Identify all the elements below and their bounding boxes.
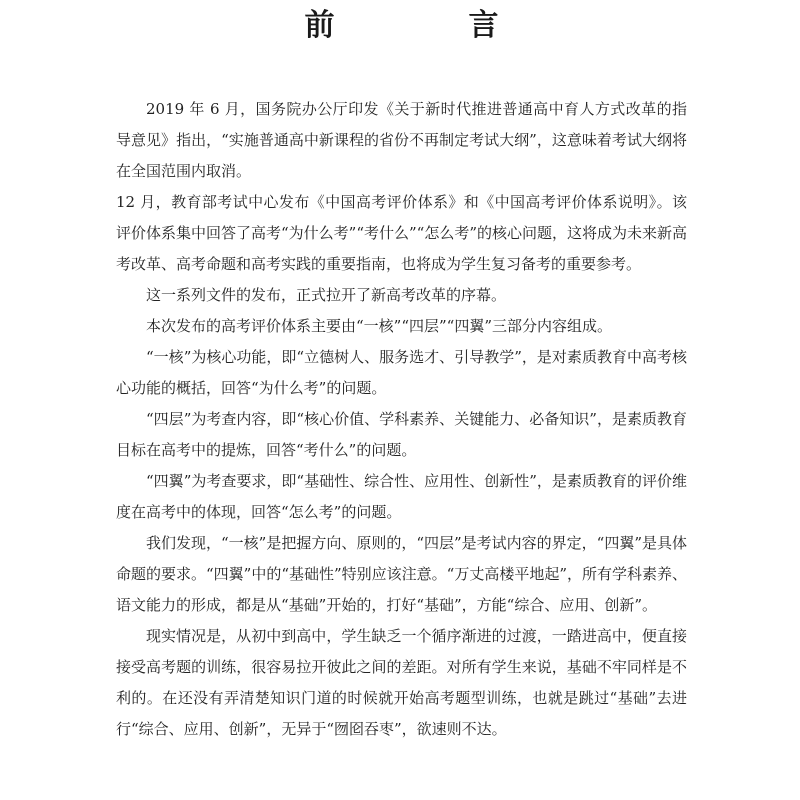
paragraph-2: 12 月，教育部考试中心发布《中国高考评价体系》和《中国高考评价体系说明》。该评价体系集中回答了高考“为什么考”“考什么”“怎么考”的核心问题，这将成为未来新高考改革、高考命题和高考实践的重要指南，也将成为学生复习备考的重要参考。 (116, 193, 688, 273)
body-text (116, 94, 687, 745)
paragraph-6: “四层”为考查内容，即“核心价值、学科素养、关键能力、必备知识”，是素质教育目标在高考中的提炼，回答“考什么”的问题。 (116, 410, 687, 459)
paragraph-3: 这一系列文件的发布，正式拉开了新高考改革的序幕。 (146, 286, 507, 304)
paragraph-4: 本次发布的高考评价体系主要由“一核”“四层”“四翼”三部分内容组成。 (146, 317, 613, 335)
paragraph-8: 我们发现，“一核”是把握方向、原则的，“四层”是考试内容的界定，“四翼”是具体命题的要求。“四翼”中的“基础性”特别应该注意。“万丈高楼平地起”，所有学科素养、语文能力的形成，都是从“基础”开始的，打好“基础”，方能“综合、应用、创新”。 (116, 534, 688, 614)
paragraph-7: “四翼”为考查要求，即“基础性、综合性、应用性、创新性”，是素质教育的评价维度在高考中的体现，回答“怎么考”的问题。 (116, 472, 687, 521)
paragraph-5: “一核”为核心功能，即“立德树人、服务选才、引导教学”，是对素质教育中高考核心功能的概括，回答“为什么考”的问题。 (116, 348, 687, 397)
page-title: 前 言 (304, 8, 551, 43)
paragraph-9: 现实情况是，从初中到高中，学生缺乏一个循序渐进的过渡，一踏进高中，便直接接受高考题的训练，很容易拉开彼此之间的差距。对所有学生来说，基础不牢同样是不利的。在还没有弄清楚知识门道的时候就开始高考题型训练，也就是跳过“基础”去进行“综合、应用、创新”，无异于“囫囵吞枣”，欲速则不达。 (116, 627, 687, 738)
paragraph-1: 2019 年 6 月，国务院办公厅印发《关于新时代推进普通高中育人方式改革的指导意见》指出，“实施普通高中新课程的省份不再制定考试大纲”，这意味着考试大纲将在全国范围内取消。 (116, 100, 687, 180)
